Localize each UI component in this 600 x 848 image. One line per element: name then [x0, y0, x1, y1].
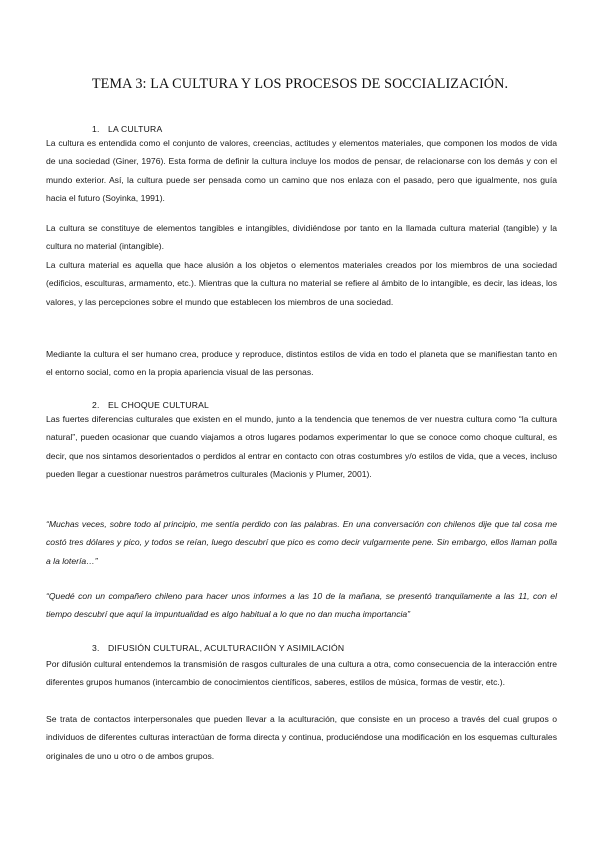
- paragraph: La cultura es entendida como el conjunto de valores, creencias, actitudes y elementos materiales, que componen los modos de vida de una sociedad (Giner, 1976). Esta forma de definir la cultura incluye los modos de pensar, de relacionarse con los demás y con el mundo exterior. Así, la cultura puede ser pensada como un camino que nos enlaza con el pasado, pero que igualmente, nos guía hacia el futuro (Soyinka, 1991).: [46, 138, 557, 203]
- paragraph: Se trata de contactos interpersonales que pueden llevar a la aculturación, que consiste en un proceso a través del cual grupos o individuos de diferentes culturas interactúan de forma directa y continua, produciéndose una modificación en los esquemas culturales originales de uno u otro o de ambos grupos.: [46, 714, 557, 761]
- section-heading-2: [92, 400, 209, 410]
- page-title: TEMA 3: LA CULTURA Y LOS PROCESOS DE SOCCIALIZACIÓN.: [91, 76, 509, 92]
- section-number: 3.: [92, 643, 100, 653]
- section-title: LA CULTURA: [108, 124, 163, 134]
- paragraph: Mediante la cultura el ser humano crea, produce y reproduce, distintos estilos de vida en todo el planeta que se manifiestan tanto en el entorno social, como en la propia apariencia visual de las personas.: [46, 349, 557, 378]
- quote: “Quedé con un compañero chileno para hacer unos informes a las 10 de la mañana, se presentó tranquilamente a las 11, con el tiempo descubrí que aquí la impuntualidad es algo habitual a lo que no dan mucha importancia”: [46, 591, 557, 620]
- section-number: 1.: [92, 124, 100, 134]
- section-heading-3: [92, 643, 344, 653]
- paragraph: La cultura se constituye de elementos tangibles e intangibles, dividiéndose por tanto en la llamada cultura material (tangible) y la cultura no material (intangible).: [46, 223, 557, 252]
- section-title: DIFUSIÓN CULTURAL, ACULTURACIIÓN Y ASIMILACIÓN: [108, 643, 345, 653]
- paragraph: Por difusión cultural entendemos la transmisión de rasgos culturales de una cultura a otra, como consecuencia de la interacción entre diferentes grupos humanos (intercambio de conocimientos científicos, saberes, estilos de música, formas de vestir, etc.).: [46, 659, 557, 688]
- paragraph: Las fuertes diferencias culturales que existen en el mundo, junto a la tendencia que tenemos de ver nuestra cultura como “la cultura natural”, pueden ocasionar que cuando viajamos a otros lugares podamos experimentar lo que se conoce como choque cultural, es decir, que nos sintamos desorientados o perdidos al entrar en contacto con otras costumbres y/o estilos de vida, que a veces, incluso pueden llegar a cuestionar nuestros parámetros culturales (Macionis y Plumer, 2001).: [46, 414, 557, 479]
- section-heading-1: [92, 124, 162, 134]
- quote: “Muchas veces, sobre todo al principio, me sentía perdido con las palabras. En una conversación con chilenos dije que tal cosa me costó tres dólares y pico, y todos se reían, luego descubrí que pico es como decir vulgarmente pene. Sin embargo, ellos llaman polla a la lotería…”: [46, 519, 557, 566]
- section-number: 2.: [92, 400, 100, 410]
- paragraph: La cultura material es aquella que hace alusión a los objetos o elementos materiales creados por los miembros de una sociedad (edificios, esculturas, armamento, etc.). Mientras que la cultura no material se refiere al ámbito de lo intangible, es decir, las ideas, los valores, y las percepciones sobre el mundo que establecen los miembros de una sociedad.: [46, 260, 557, 307]
- section-title: EL CHOQUE CULTURAL: [108, 400, 210, 410]
